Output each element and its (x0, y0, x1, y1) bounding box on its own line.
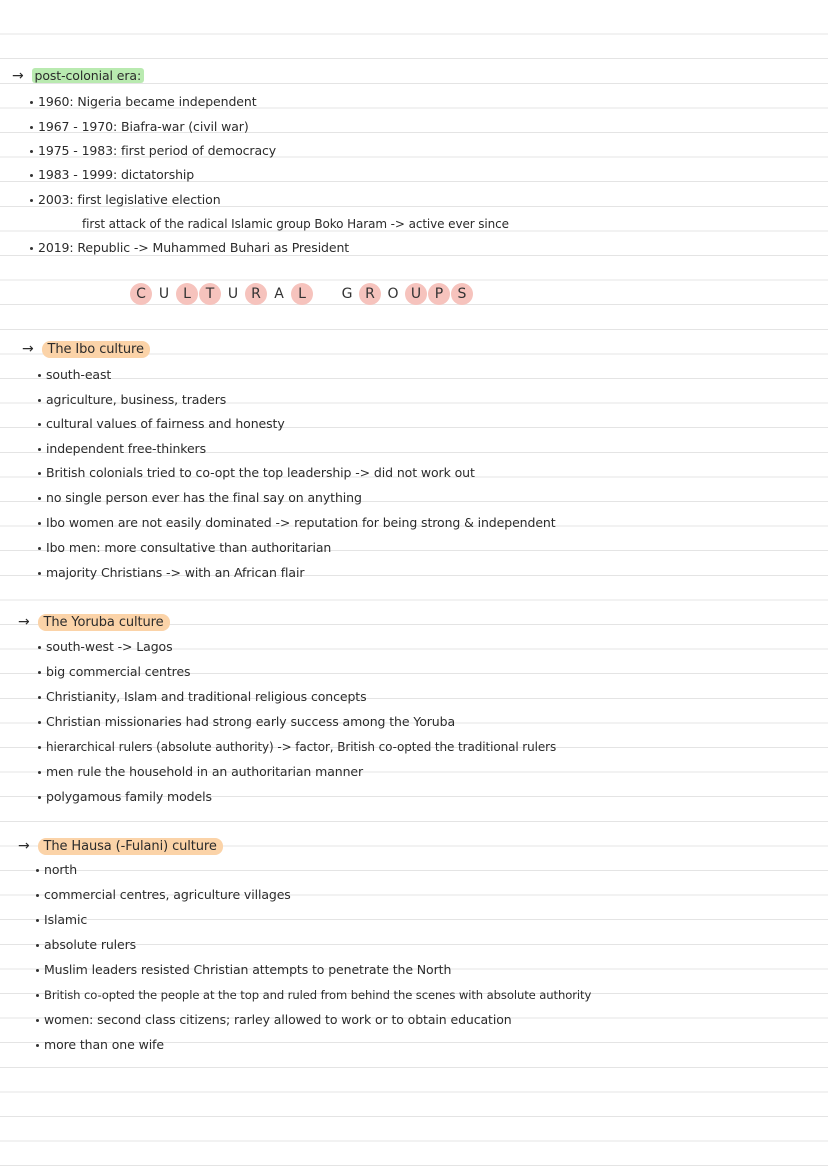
list-item: Muslim leaders resisted Christian attempts to penetrate the North (36, 962, 451, 978)
bullet-icon (38, 497, 41, 500)
title-letter: O (387, 286, 399, 302)
list-item: Ibo men: more consultative than authoritarian (38, 540, 331, 556)
list-item-continuation: first attack of the radical Islamic group Boko Haram -> active ever since (82, 217, 509, 231)
bullet-icon (38, 746, 41, 749)
bullet-icon (38, 796, 41, 799)
title-letter: R (359, 283, 381, 305)
bullet-icon (36, 894, 39, 897)
list-item: Christian missionaries had strong early success among the Yoruba (38, 714, 455, 730)
list-item: polygamous family models (38, 789, 212, 805)
ibo-heading-text: The Ibo culture (42, 341, 150, 358)
bullet-icon (30, 126, 33, 129)
title-letter: P (428, 283, 450, 305)
colonial-heading (12, 68, 144, 84)
bullet-icon (38, 721, 41, 724)
list-item: Ibo women are not easily dominated -> reputation for being strong & independent (38, 515, 556, 531)
yoruba-heading-text: The Yoruba culture (38, 614, 170, 631)
list-item: 1983 - 1999: dictatorship (30, 167, 194, 183)
arrow-icon: → (12, 68, 24, 84)
bullet-icon (38, 771, 41, 774)
bullet-icon (36, 994, 39, 997)
title-letter: G (341, 286, 353, 302)
list-item: no single person ever has the final say on anything (38, 490, 362, 506)
arrow-icon: → (18, 838, 30, 854)
page-title (130, 281, 474, 307)
list-item: majority Christians -> with an African flair (38, 565, 304, 581)
bullet-icon (36, 1019, 39, 1022)
list-item: 2019: Republic -> Muhammed Buhari as President (30, 240, 349, 256)
hausa-heading-text: The Hausa (-Fulani) culture (38, 838, 223, 855)
bullet-icon (38, 547, 41, 550)
bullet-icon (38, 572, 41, 575)
list-item: British colonials tried to co-opt the top leadership -> did not work out (38, 465, 475, 481)
bullet-icon (38, 646, 41, 649)
list-item: commercial centres, agriculture villages (36, 887, 291, 903)
list-item: 1960: Nigeria became independent (30, 94, 257, 110)
bullet-icon (38, 423, 41, 426)
bullet-icon (38, 671, 41, 674)
bullet-icon (30, 101, 33, 104)
bullet-icon (30, 199, 33, 202)
list-item: absolute rulers (36, 937, 136, 953)
bullet-icon (30, 247, 33, 250)
bullet-icon (38, 399, 41, 402)
ibo-heading (22, 341, 150, 358)
title-letter: R (245, 283, 267, 305)
yoruba-heading (18, 614, 170, 631)
list-item: British co-opted the people at the top and ruled from behind the scenes with absolute authority (36, 987, 591, 1003)
list-item: agriculture, business, traders (38, 392, 226, 408)
list-item: independent free-thinkers (38, 441, 206, 457)
title-letter: U (227, 286, 239, 302)
title-letter: U (158, 286, 170, 302)
title-letter: C (130, 283, 152, 305)
list-item: hierarchical rulers (absolute authority) -> factor, British co-opted the traditional rulers (38, 739, 556, 755)
title-letter: A (274, 286, 284, 302)
arrow-icon: → (22, 341, 34, 357)
bullet-icon (30, 150, 33, 153)
list-item: 1975 - 1983: first period of democracy (30, 143, 276, 159)
bullet-icon (36, 869, 39, 872)
list-item: cultural values of fairness and honesty (38, 416, 285, 432)
title-letter: L (176, 283, 198, 305)
bullet-icon (36, 969, 39, 972)
bullet-icon (36, 944, 39, 947)
title-letter: L (291, 283, 313, 305)
list-item: big commercial centres (38, 664, 190, 680)
list-item: Islamic (36, 912, 87, 928)
bullet-icon (38, 374, 41, 377)
colonial-heading-text: post-colonial era: (32, 68, 145, 83)
hausa-heading (18, 838, 223, 855)
title-letter: S (451, 283, 473, 305)
list-item: south-east (38, 367, 111, 383)
bullet-icon (36, 1044, 39, 1047)
bullet-icon (38, 448, 41, 451)
list-item: women: second class citizens; rarley allowed to work or to obtain education (36, 1012, 512, 1028)
list-item: men rule the household in an authoritarian manner (38, 764, 363, 780)
bullet-icon (38, 472, 41, 475)
arrow-icon: → (18, 614, 30, 630)
list-item: south-west -> Lagos (38, 639, 173, 655)
list-item: 2003: first legislative election (30, 192, 221, 208)
list-item: more than one wife (36, 1037, 164, 1053)
list-item: 1967 - 1970: Biafra-war (civil war) (30, 119, 249, 135)
title-letter: T (199, 283, 221, 305)
title-letter: U (405, 283, 427, 305)
bullet-icon (36, 919, 39, 922)
bullet-icon (30, 174, 33, 177)
list-item: north (36, 862, 77, 878)
bullet-icon (38, 696, 41, 699)
list-item: Christianity, Islam and traditional religious concepts (38, 689, 367, 705)
bullet-icon (38, 522, 41, 525)
